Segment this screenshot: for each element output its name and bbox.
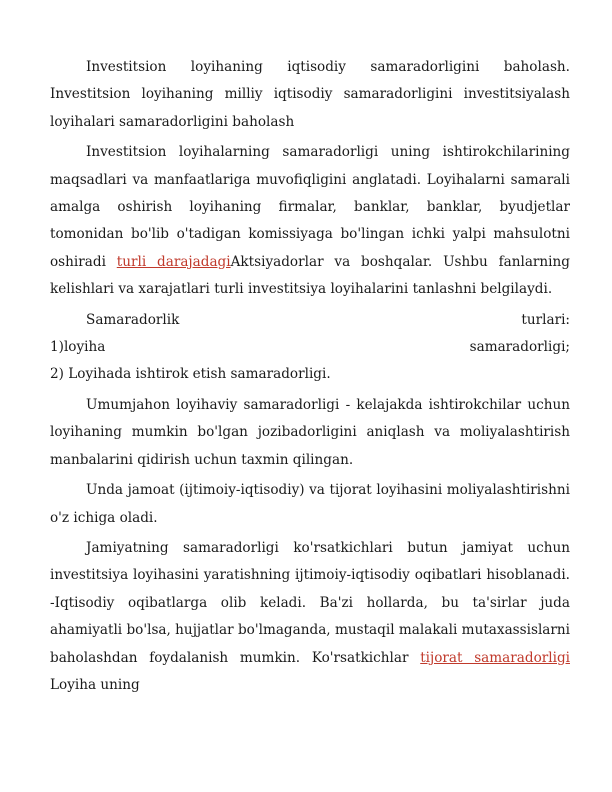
list-item-right: samaradorligi; (469, 339, 570, 356)
paragraph-title-intro (50, 54, 570, 136)
paragraph-text: Aktsiyadorlar va boshqalar. Ushbu fanlarning kelishlari va xarajatlari turli investitsiya loyihalarini tanlashni belgilaydi. (50, 253, 570, 298)
paragraph-efficiency-definition (50, 139, 570, 303)
paragraph-global-efficiency (50, 392, 570, 474)
heading-right: turlari: (521, 311, 570, 328)
paragraph-text: Umumjahon loyihaviy samaradorligi - kelajakda ishtirokchilar uchun loyihaning mumkin bo'lgan jozibadorligini aniqlash va moliyalashtirish manbalarini qidirish uchun taxmin qilingan. (50, 396, 570, 468)
paragraph-society-indicators (50, 535, 570, 699)
efficiency-types-heading (50, 307, 570, 334)
list-item-2 (50, 361, 570, 388)
link-turli-darajadagi[interactable]: turli darajadagi (116, 253, 231, 270)
paragraph-text: Loyiha uning (50, 676, 140, 693)
heading-left: Samaradorlik (86, 311, 180, 328)
list-item-1 (50, 334, 570, 361)
paragraph-text: Jamiyatning samaradorligi ko'rsatkichlari butun jamiyat uchun investitsiya loyihasini yaratishning ijtimoiy-iqtisodiy oqibatlari hisoblanadi. -Iqtisodiy oqibatlarga olib keladi. Ba'zi hollarda, bu ta'sirlar juda ahamiyatli bo'lsa, hujjatlar bo'lmaganda, mustaqil malakali mutaxassislarni baholashdan foydalanish mumkin. Ko'rsatkichlar (50, 539, 570, 666)
link-tijorat-samaradorligi[interactable]: tijorat samaradorligi (420, 649, 570, 666)
document-page (50, 54, 570, 702)
paragraph-text: Investitsion loyihaning iqtisodiy samaradorligini baholash. Investitsion loyihaning milliy iqtisodiy samaradorligini investitsiyalash loyihalari samaradorligini baholash (50, 59, 570, 130)
list-item-left: 1)loyiha (50, 339, 106, 356)
paragraph-text: Unda jamoat (ijtimoiy-iqtisodiy) va tijorat loyihasini moliyalashtirishni o'z ichiga oladi. (50, 482, 570, 526)
list-item-text: 2) Loyihada ishtirok etish samaradorligi. (50, 366, 331, 383)
paragraph-public-commercial (50, 477, 570, 532)
paragraph-text: Investitsion loyihalarning samaradorligi uning ishtirokchilarining maqsadlari va manfaatlariga muvofiqligini anglatadi. Loyihalarni samarali amalga oshirish loyihaning firmalar, banklar, banklar, byudjetlar tomonidan bo'lib o'tadigan komissiyaga bo'lingan ichki yalpi mahsulotni oshiradi (50, 144, 570, 270)
